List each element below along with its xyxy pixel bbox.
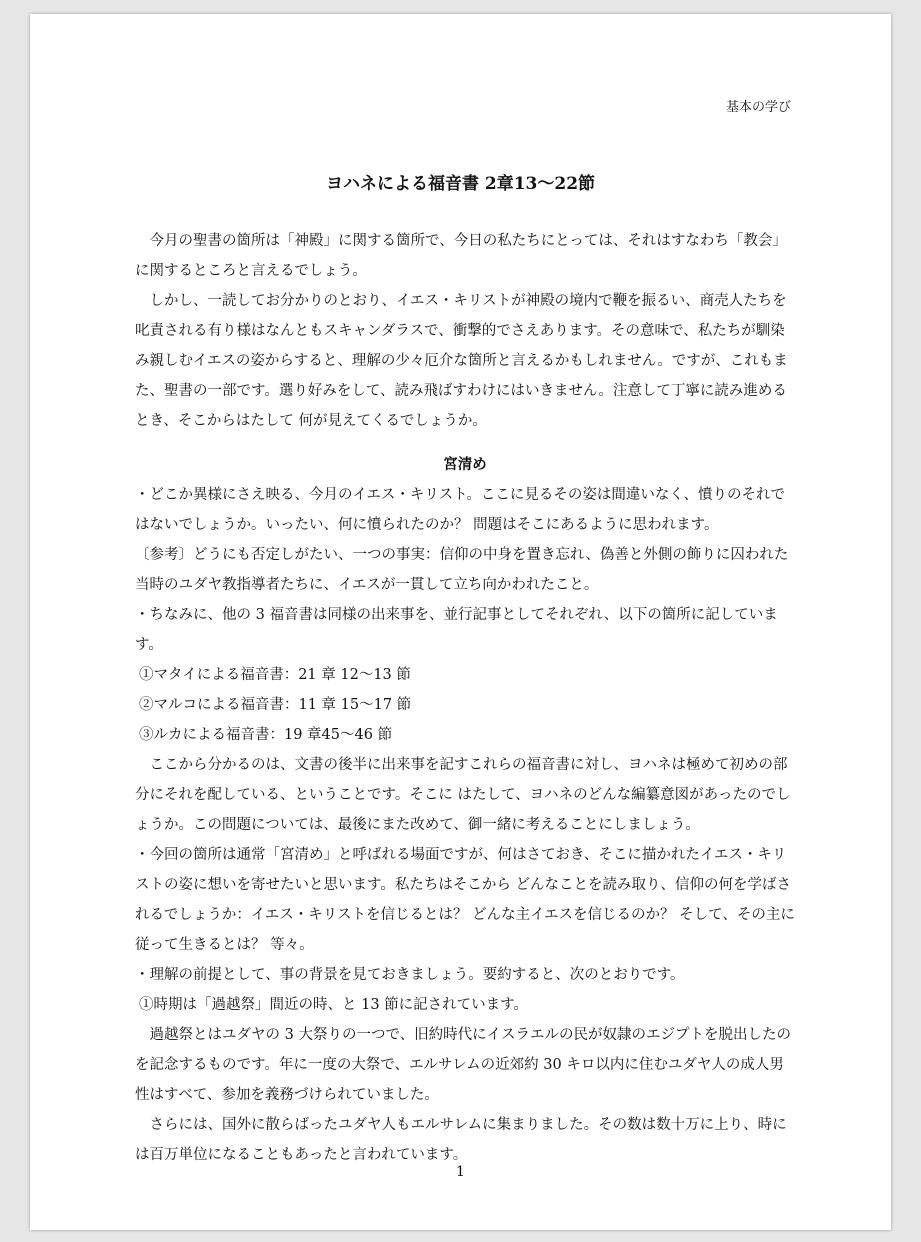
paragraph-analysis: ここから分かるのは、文書の後半に出来事を記すこれらの福音書に対し、ヨハネは極めて初めの部分にそれを配している、ということです。そこに はたして、ヨハネのどんな編纂意図があったのでしょうか。この問題については、最後にまた改めて、御一緒に考えることにしましょう。 bbox=[135, 757, 791, 833]
running-header: 基本の学び bbox=[725, 100, 791, 115]
document-page bbox=[30, 14, 891, 1230]
paragraph-passover: 過越祭とはユダヤの 3 大祭りの一つで、旧約時代にイスラエルの民が奴隷のエジプトを脱出したのを記念するものです。年に一度の大祭で、エルサレムの近郊約 30 キロ以内に住むユダヤ人の成人男性はすべて、参加を義務づけられていました。 bbox=[135, 1027, 792, 1103]
section-heading: 宮清め bbox=[443, 456, 487, 473]
paragraph-diaspora: さらには、国外に散らばったユダヤ人もエルサレムに集まりました。その数は数十万に上り、時には百万単位になることもあったと言われています。 bbox=[135, 1117, 787, 1163]
document-body bbox=[135, 226, 795, 1170]
paragraph-bullet-1: ・どこか異様にさえ映る、今月のイエス・キリスト。ここに見るその姿は間違いなく、憤りのそれではないでしょうか。いったい、何に憤られたのか？ 問題はそこにあるように思われます。 bbox=[135, 487, 786, 533]
paragraph-reference: 〔参考〕どうにも否定しがたい、一つの事実：信仰の中身を置き忘れ、偽善と外側の飾りに囚われた当時のユダヤ教指導者たちに、イエスが一貫して立ち向かわれたこと。 bbox=[135, 547, 789, 593]
document-title: ヨハネによる福音書 2章13〜22節 bbox=[325, 174, 596, 194]
paragraph-bullet-2: ・ちなみに、他の 3 福音書は同様の出来事を、並行記事としてそれぞれ、以下の箇所に記しています。 bbox=[135, 607, 778, 653]
page-number: 1 bbox=[456, 1164, 465, 1180]
list-item: ②マルコによる福音書：11 章 15〜17 節 bbox=[139, 697, 412, 713]
list-item: ③ルカによる福音書：19 章45〜46 節 bbox=[139, 727, 393, 743]
paragraph-intro-1: 今月の聖書の箇所は「神殿」に関する箇所で、今日の私たちにとっては、それはすなわち「教会」に関するところと言えるでしょう。 bbox=[135, 233, 787, 279]
paragraph-bullet-3: ・今回の箇所は通常「宮清め」と呼ばれる場面ですが、何はさておき、そこに描かれたイエス・キリストの姿に想いを寄せたいと思います。私たちはそこから どんなことを読み取り、信仰の何を学ばされるでしょうか：イエス・キリストを信じるとは？ どんな主イエスを信じるのか？ そして、その主に従って生きるとは？ 等々。 bbox=[135, 847, 795, 953]
list-item: ①時期は「過越祭」間近の時、と 13 節に記されています。 bbox=[139, 997, 529, 1013]
paragraph-intro-2: しかし、一読してお分かりのとおり、イエス・キリストが神殿の境内で鞭を振るい、商売人たちを叱責される有り様はなんともスキャンダラスで、衝撃的でさえあります。その意味で、私たちが馴染み親しむイエスの姿からすると、理解の少々厄介な箇所と言えるかもしれません。ですが、これもまた、聖書の一部です。選り好みをして、読み飛ばすわけにはいきません。注意して丁寧に読み進めるとき、そこからはたして 何が見えてくるでしょうか。 bbox=[135, 293, 788, 429]
paragraph-bullet-4: ・理解の前提として、事の背景を見ておきましょう。要約すると、次のとおりです。 bbox=[135, 967, 685, 983]
list-item: ①マタイによる福音書：21 章 12〜13 節 bbox=[139, 667, 411, 683]
